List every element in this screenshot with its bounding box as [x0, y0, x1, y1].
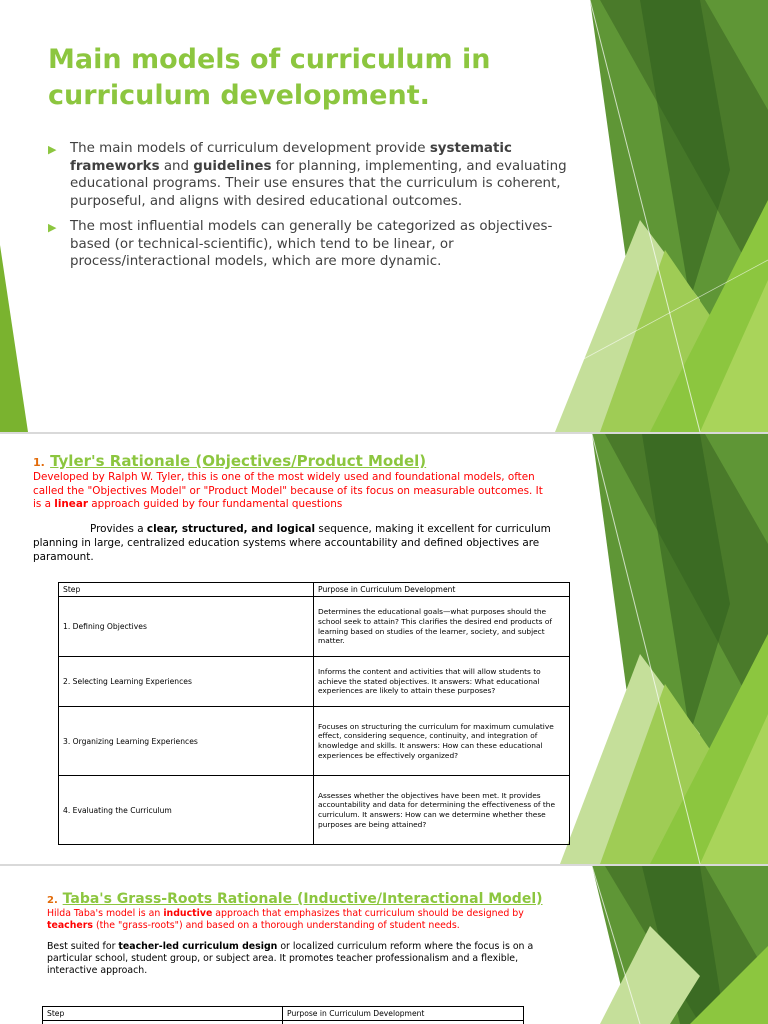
intro-text: approach guided by four fundamental questions: [88, 498, 343, 511]
section-title: Tyler's Rationale (Objectives/Product Model): [50, 452, 427, 470]
table-cell-step: 2. Selecting Learning Experiences: [59, 657, 314, 707]
taba-steps-table: [42, 1006, 524, 1024]
table-header-cell: Purpose in Curriculum Development: [283, 1007, 524, 1021]
bullet-item: [48, 140, 568, 210]
slide-1: [0, 0, 768, 432]
bullet-item: [48, 218, 568, 271]
bullet-text: and: [159, 158, 194, 174]
intro-paragraph: [33, 471, 553, 512]
table-header-cell: Purpose in Curriculum Development: [314, 583, 570, 597]
table-cell-purpose: Focuses on structuring the curriculum for maximum cumulative effect, considering sequence, continuity, and integration of knowledge and skills. It answers: How can these educational experiences be effectively organized?: [314, 707, 570, 776]
triangle-right-icon: ▶: [48, 221, 57, 234]
note-bold-text: clear, structured, and logical: [146, 523, 316, 535]
intro-text: (the "grass-roots") and based on a thorough understanding of student needs.: [92, 919, 460, 931]
table-header-row: [59, 583, 570, 597]
intro-text: approach that emphasizes that curriculum should be designed by: [212, 908, 524, 919]
table-cell-step: 4. Evaluating the Curriculum: [59, 776, 314, 845]
bullet-text: The main models of curriculum development provide: [70, 141, 430, 156]
triangle-right-icon: ▶: [48, 143, 57, 156]
section-title: Taba's Grass-Roots Rationale (Inductive/Interactional Model): [62, 891, 543, 907]
note-text: or localized curriculum reform where the focus is on a particular school, student group, or subject area. It promotes teacher professionalism and a flexible, interactive approach.: [47, 941, 534, 976]
slide-title: Main models of curriculum in curriculum development.: [48, 44, 491, 111]
section-number: 1.: [33, 456, 45, 469]
table-cell-purpose: Determines the educational goals—what purposes should the school seek to attain? This clarifies the desired end products of learning based on studies of the learner, society, and subject matter.: [314, 597, 570, 657]
tyler-steps-table: [58, 582, 570, 845]
table-cell-step: [43, 1021, 283, 1024]
table-row: [59, 657, 570, 707]
bullet-text: The most influential models can generally be categorized as objectives-based (or technical-scientific), which tend to be linear, or process/interactional models, which are more dynamic.: [70, 219, 553, 269]
bullet-bold-text: systematic frameworks: [70, 141, 512, 174]
section-heading: [47, 891, 543, 907]
intro-text: Hilda Taba's model is an: [47, 908, 164, 919]
table-header-row: [43, 1007, 524, 1021]
table-cell-purpose: Informs the content and activities that will allow students to achieve the stated objectives. It answers: What educational experiences are likely to attain these purposes?: [314, 657, 570, 707]
intro-text: Developed by Ralph W. Tyler, this is one of the most widely used and foundational models, often called the "Objectives Model" or "Product Model" because of its focus on measurable outcomes. It is a: [33, 471, 543, 511]
note-text: Provides a: [90, 523, 147, 535]
table-cell-step: 3. Organizing Learning Experiences: [59, 707, 314, 776]
bullet-text: for planning, implementing, and evaluating educational programs. Their use ensures that the curriculum is coherent, purposeful, and aligns with desired educational outcomes.: [70, 158, 567, 209]
note-text: sequence, making it excellent for curriculum planning in large, centralized education systems where accountability and defined objectives are paramount.: [33, 523, 551, 563]
note-bold-text: teacher-led curriculum design: [118, 941, 278, 952]
slide-3: [0, 866, 768, 1024]
table-header-cell: Step: [43, 1007, 283, 1021]
table-row: [43, 1021, 524, 1024]
note-paragraph: [33, 523, 561, 564]
table-row: [59, 707, 570, 776]
table-cell-step: 1. Defining Objectives: [59, 597, 314, 657]
bullet-list: [48, 140, 568, 279]
intro-bold-text: linear: [54, 498, 88, 511]
intro-bold-text: teachers: [47, 919, 93, 931]
table-row: [59, 776, 570, 845]
note-text: Best suited for: [47, 941, 119, 952]
table-cell-purpose: [283, 1021, 524, 1024]
section-heading: [33, 452, 426, 470]
table-row: [59, 597, 570, 657]
section-number: 2.: [47, 895, 58, 906]
table-header-cell: Step: [59, 583, 314, 597]
intro-bold-text: inductive: [163, 908, 213, 919]
table-cell-purpose: Assesses whether the objectives have been met. It provides accountability and data for determining the effectiveness of the curriculum. It answers: How can we determine whether these purposes are being attained?: [314, 776, 570, 845]
note-paragraph: [47, 941, 552, 976]
intro-paragraph: [47, 908, 557, 932]
slide-2: [0, 434, 768, 864]
bullet-bold-text: guidelines: [193, 158, 272, 174]
